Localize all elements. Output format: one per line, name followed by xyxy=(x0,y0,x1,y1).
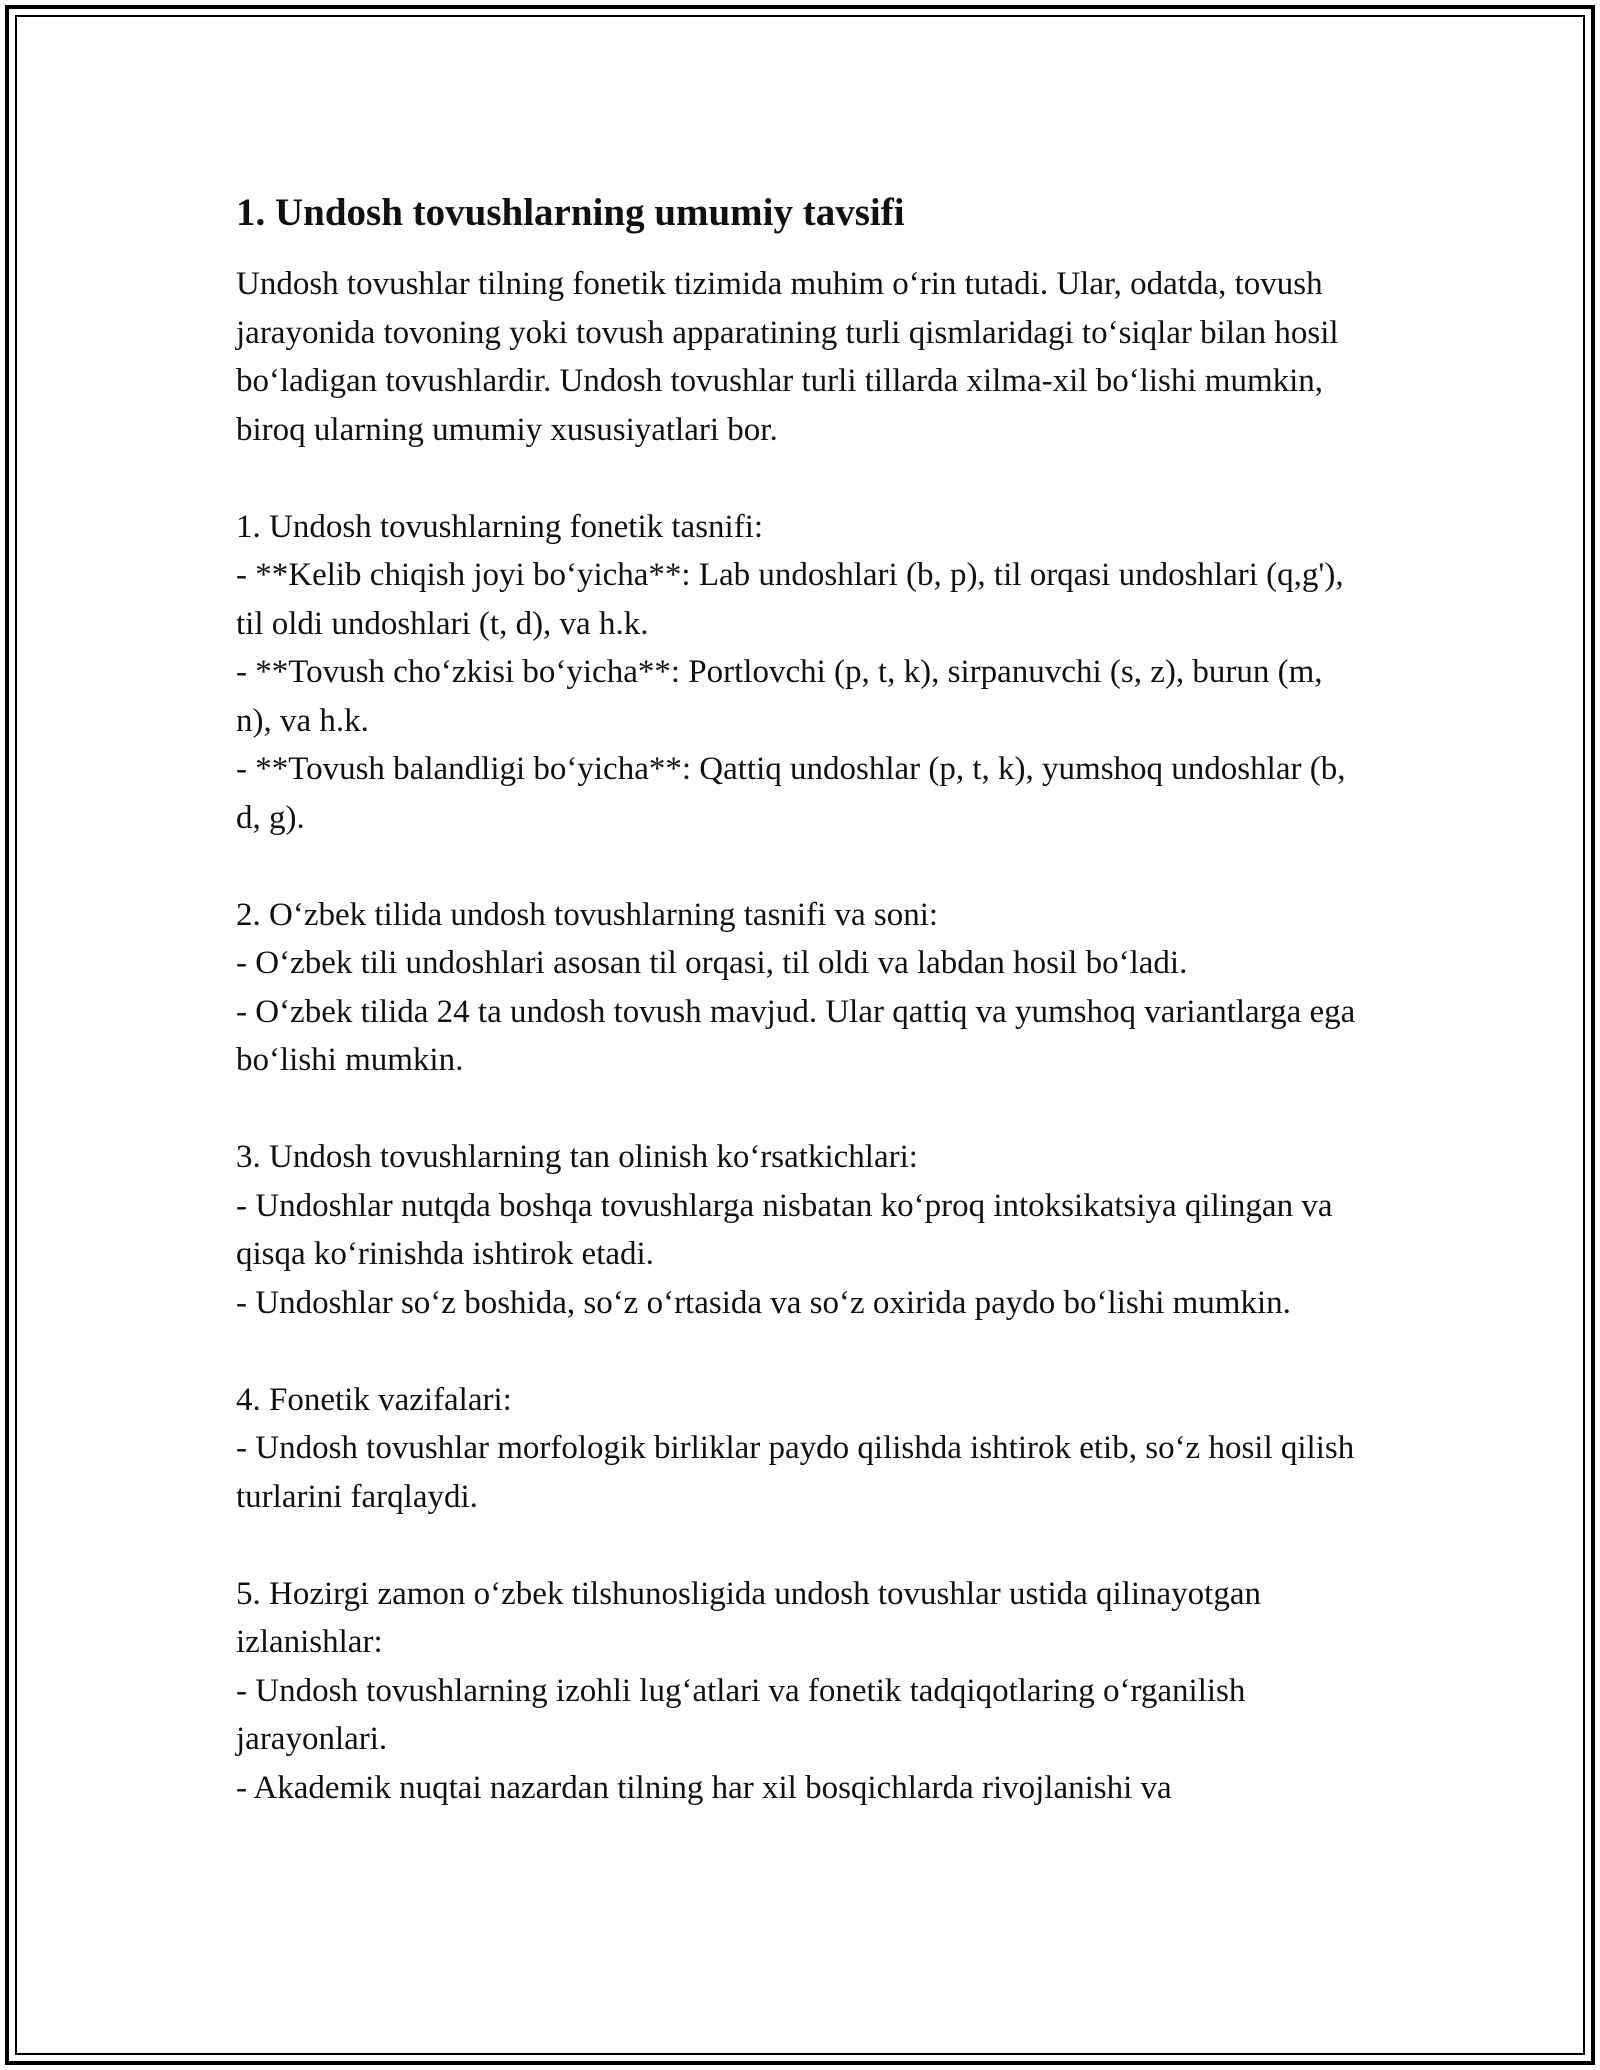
list-item: - **Tovush balandligi boʻyicha**: Qattiq undoshlar (p, t, k), yumshoq undoshlar (b, d, g). xyxy=(236,751,1346,836)
list-item: - Undoshlar nutqda boshqa tovushlarga nisbatan koʻproq intoksikatsiya qilingan va qisqa koʻrinishda ishtirok etadi. xyxy=(236,1187,1333,1272)
section-heading: 5. Hozirgi zamon oʻzbek tilshunosligida undosh tovushlar ustida qilinayotgan izlanishlar: xyxy=(236,1575,1261,1660)
list-item: - **Tovush choʻzkisi boʻyicha**: Portlovchi (p, t, k), sirpanuvchi (s, z), burun (m, n), va h.k. xyxy=(236,654,1323,739)
section-5 xyxy=(236,1570,1356,1813)
section-heading: 3. Undosh tovushlarning tan olinish koʻrsatkichlari: xyxy=(236,1139,918,1175)
list-item: - Oʻzbek tilida 24 ta undosh tovush mavjud. Ular qattiq va yumshoq variantlarga ega boʻlishi mumkin. xyxy=(236,993,1356,1078)
document-title: 1. Undosh tovushlarning umumiy tavsifi xyxy=(236,191,905,234)
paragraph-gap xyxy=(236,842,1356,891)
intro-paragraph: Undosh tovushlar tilning fonetik tizimida muhim oʻrin tutadi. Ular, odatda, tovush jarayonida tovoning yoki tovush apparatining turli qismlaridagi toʻsiqlar bilan hosil boʻladigan tovushlardir. Undosh tovushlar turli tillarda xilma-xil boʻlishi mumkin, biroq ularning umumiy xususiyatlari bor. xyxy=(236,266,1339,448)
list-item: - Akademik nuqtai nazardan tilning har xil bosqichlarda rivojlanishi va xyxy=(236,1769,1172,1806)
paragraph-gap xyxy=(236,1085,1356,1134)
list-item: - Undosh tovushlarning izohli lugʻatlari va fonetik tadqiqotlaring oʻrganilish jarayonlari. xyxy=(236,1672,1246,1757)
list-item: - Undoshlar soʻz boshida, soʻz oʻrtasida va soʻz oxirida paydo boʻlishi mumkin. xyxy=(236,1284,1291,1321)
section-heading: 4. Fonetik vazifalari: xyxy=(236,1381,512,1418)
section-2 xyxy=(236,891,1356,1085)
section-1 xyxy=(236,503,1356,843)
section-4 xyxy=(236,1376,1356,1522)
document-body xyxy=(236,188,1356,1812)
paragraph-gap xyxy=(236,1327,1356,1376)
paragraph-gap xyxy=(236,1521,1356,1570)
section-heading: 2. Oʻzbek tilida undosh tovushlarning tasnifi va soni: xyxy=(236,896,939,933)
list-item: - Oʻzbek tili undoshlari asosan til orqasi, til oldi va labdan hosil boʻladi. xyxy=(236,945,1188,981)
section-heading: 1. Undosh tovushlarning fonetik tasnifi: xyxy=(236,508,764,545)
list-item: - **Kelib chiqish joyi boʻyicha**: Lab undoshlari (b, p), til orqasi undoshlari (q,g'), til oldi undoshlari (t, d), va h.k. xyxy=(236,557,1344,642)
paragraph-gap xyxy=(236,454,1356,503)
section-3 xyxy=(236,1133,1356,1327)
list-item: - Undosh tovushlar morfologik birliklar paydo qilishda ishtirok etib, soʻz hosil qilish turlarini farqlaydi. xyxy=(236,1430,1355,1515)
